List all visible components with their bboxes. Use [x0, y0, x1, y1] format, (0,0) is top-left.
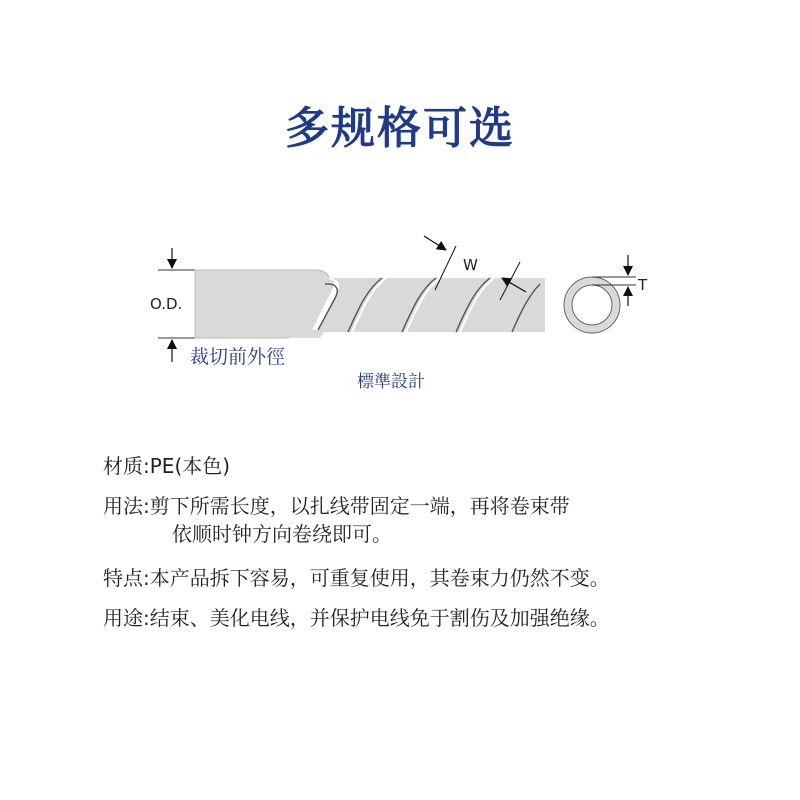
spec-value: PE(本色) [149, 454, 231, 478]
w-label: W [463, 256, 478, 274]
spec-key: 特点: [103, 566, 150, 590]
od-label: O.D. [150, 295, 183, 313]
spec-material [103, 451, 230, 481]
t-label: T [638, 276, 648, 294]
spec-features [103, 563, 610, 593]
spec-value: 结束、美化电线，并保护电线免于割伤及加强绝缘。 [149, 606, 610, 630]
spec-key: 用途: [103, 606, 150, 630]
tube-body [195, 270, 545, 338]
spec-value: 剪下所需长度，以扎线带固定一端，再将卷束带 [149, 494, 570, 518]
spec-value: 本产品拆下容易，可重复使用，其卷束力仍然不变。 [149, 566, 610, 590]
cut-od-label: 裁切前外徑 [190, 346, 286, 368]
standard-design-label: 標準設計 [357, 372, 425, 392]
od-dimension [150, 248, 195, 362]
spec-purpose [103, 603, 610, 633]
spec-key: 用法: [103, 494, 150, 518]
spec-key: 材质: [103, 454, 150, 478]
page-title: 多规格可选 [285, 103, 515, 154]
spec-usage-continuation: 依顺时钟方向卷绕即可。 [172, 522, 392, 546]
spec-usage [103, 491, 570, 521]
